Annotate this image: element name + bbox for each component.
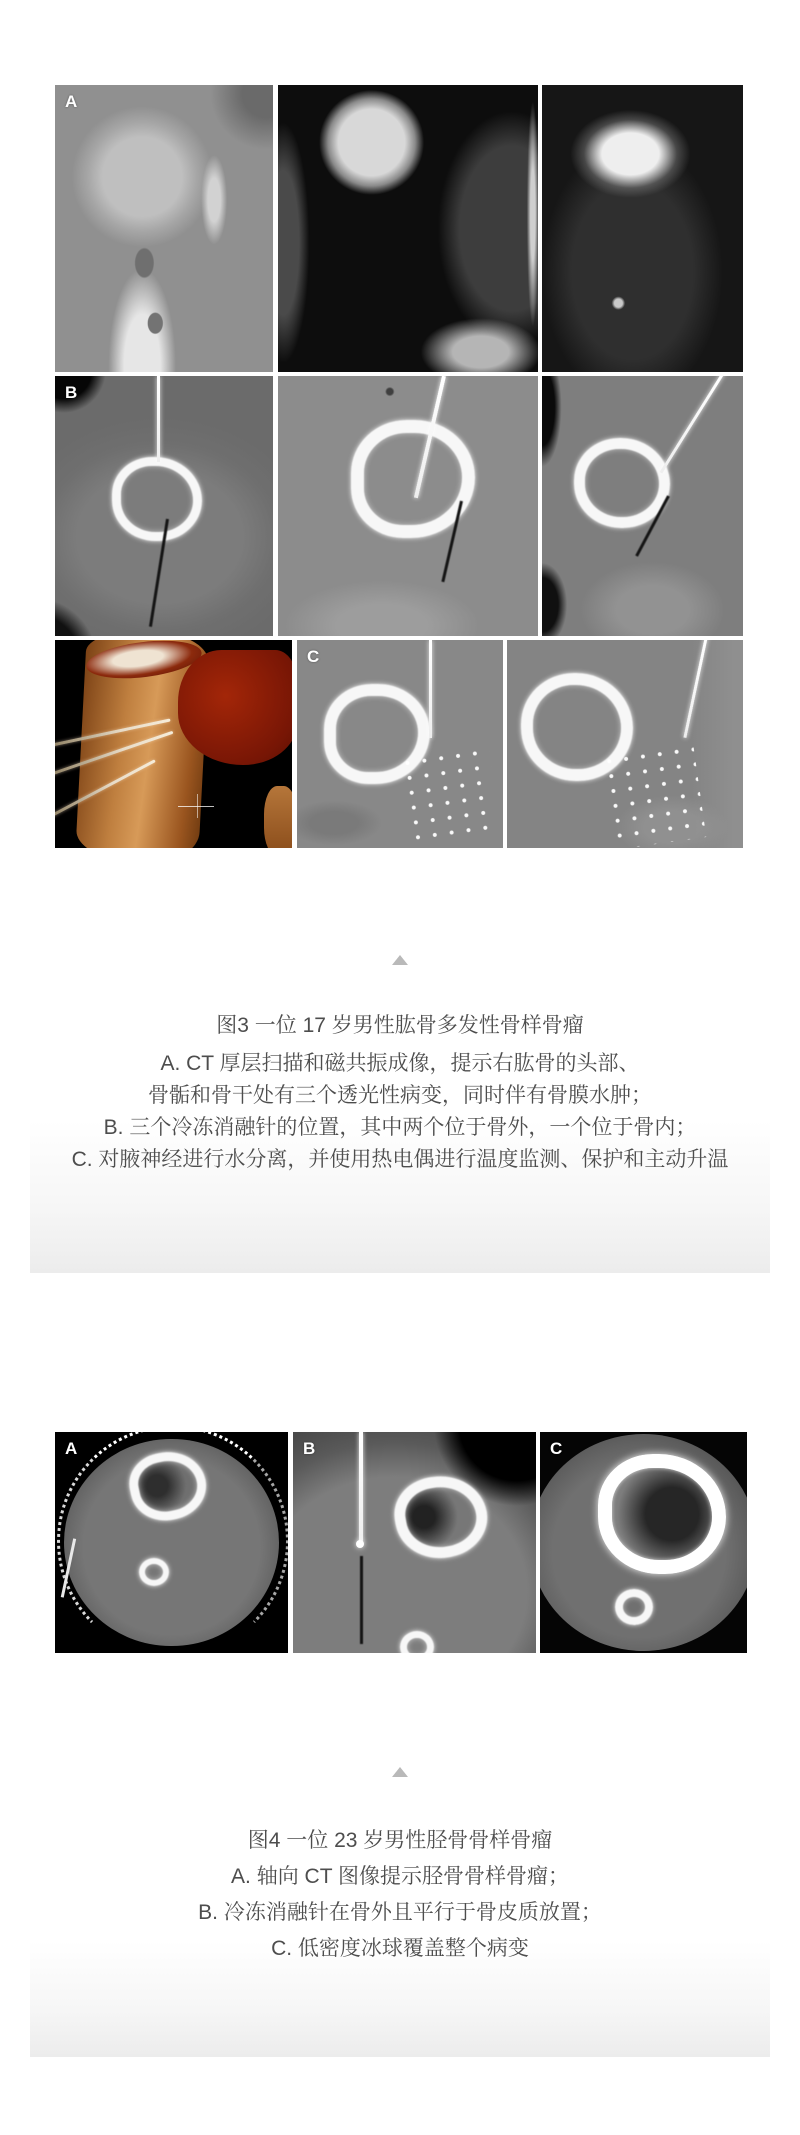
saline-dissection-dots (398, 744, 500, 847)
figure4-image-strip (55, 1432, 747, 1653)
thermocouple-needle (429, 640, 432, 738)
measurement-crosshair (197, 794, 198, 818)
needle-shadow (360, 1556, 363, 1644)
fig3-panel-c-ct-hydrodissection-2[interactable] (507, 640, 743, 848)
figure3-caption-title: 图3 一位 17 岁男性肱骨多发性骨样骨瘤 (216, 1014, 584, 1037)
fig4-panel-a-axial-ct[interactable] (55, 1432, 288, 1653)
scapula-3d-fragment (264, 786, 292, 848)
saline-dissection-dots (600, 742, 707, 848)
thermocouple-needle (684, 640, 709, 738)
figure4-caption-line: B. 冷冻消融针在骨外且平行于骨皮质放置； (198, 1901, 602, 1924)
fig4-label-a: A (65, 1439, 78, 1458)
tibia-sclerotic-bone (598, 1454, 726, 1574)
figure4-caption-line: C. 低密度冰球覆盖整个病变 (271, 1937, 529, 1960)
tibia-cortex-ring (389, 1469, 494, 1566)
fig3-panel-b-ct-needle-1[interactable] (55, 376, 273, 636)
fig3-panel-mri-stir-shoulder[interactable] (542, 85, 743, 372)
figure3-caption-line: B. 三个冷冻消融针的位置，其中两个位于骨外，一个位于骨内； (103, 1116, 697, 1139)
cryoablation-needle (660, 376, 726, 473)
fig4-label-b: B (303, 1439, 316, 1458)
fig3-label-a: A (65, 92, 78, 111)
fig3-panel-c-ct-hydrodissection-1[interactable] (297, 640, 503, 848)
collapse-triangle-icon (392, 955, 408, 965)
fig3-panel-3d-volume-render[interactable] (55, 640, 292, 848)
bone-cortex-ring (112, 457, 202, 541)
fig3-label-c: C (307, 647, 320, 666)
fig3-panel-b-ct-needle-3[interactable] (542, 376, 743, 636)
cryoablation-needle (359, 1432, 363, 1543)
collapse-triangle-icon (392, 1767, 408, 1777)
fig4-label-c: C (550, 1439, 563, 1458)
figure4-caption (0, 1823, 800, 1967)
fig4-panel-c-axial-ct-iceball[interactable] (540, 1432, 747, 1653)
cryoablation-needle (157, 376, 160, 462)
soft-tissue-3d (178, 650, 292, 764)
fig3-panel-mri-t1-shoulder[interactable] (278, 85, 538, 372)
fibula-ring (139, 1558, 169, 1586)
figure3-caption-line: 骨骺和骨干处有三个透光性病变，同时伴有骨膜水肿； (148, 1084, 652, 1107)
needle-tip (356, 1540, 364, 1548)
figure3-caption-line: C. 对腋神经进行水分离，并使用热电偶进行温度监测、保护和主动升温 (71, 1148, 729, 1171)
fibula-ring (615, 1589, 653, 1625)
fig3-label-b: B (65, 383, 78, 402)
figure3-caption-line: A. CT 厚层扫描和磁共振成像，提示右肱骨的头部、 (160, 1052, 640, 1075)
figure4-caption-title: 图4 一位 23 岁男性胫骨骨样骨瘤 (247, 1829, 553, 1852)
fig4-panel-b-axial-ct-needle[interactable] (293, 1432, 536, 1653)
fibula-ring (400, 1631, 434, 1653)
fig3-panel-a-ct-shoulder[interactable] (55, 85, 273, 372)
fig3-panel-b-ct-needle-2[interactable] (278, 376, 538, 636)
figure4-caption-line: A. 轴向 CT 图像提示胫骨骨样骨瘤； (231, 1865, 569, 1888)
figure3-caption (0, 1010, 800, 1176)
figure3-image-grid (55, 85, 743, 848)
